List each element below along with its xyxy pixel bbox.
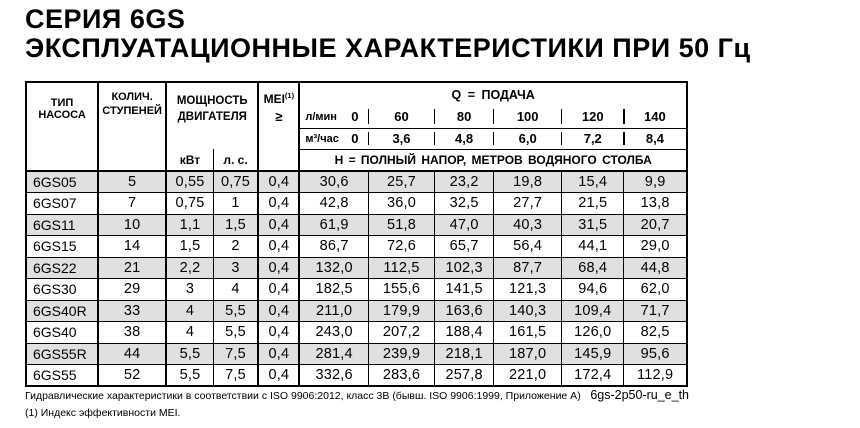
kw-cell: 1,5 [166, 236, 213, 258]
pump-name-cell: 6GS07 [26, 193, 98, 215]
q-value-cell: 86,7 [299, 236, 368, 258]
q-value-cell: 121,3 [494, 279, 562, 301]
stages-cell: 33 [98, 300, 166, 322]
q-m3h-unit: м³/час [305, 132, 339, 145]
q-value-cell: 141,5 [435, 279, 494, 301]
q-value-cell: 9,9 [624, 171, 687, 193]
col-header-pump-type: ТИП НАСОСА [26, 82, 98, 171]
q-value-cell: 23,2 [435, 171, 494, 193]
q-value-cell: 332,6 [299, 365, 368, 387]
q-value-cell: 187,0 [494, 343, 562, 365]
table-row [26, 279, 687, 301]
stages-cell: 10 [98, 214, 166, 236]
q-value-cell: 102,3 [435, 257, 494, 279]
mei-cell: 0,4 [258, 343, 299, 365]
col-header-hp: л. с. [213, 149, 258, 171]
q-m3h-value-2: 4,8 [435, 128, 494, 149]
q-value-cell: 30,6 [299, 171, 368, 193]
q-lmin-unit: л/мин [305, 110, 337, 123]
kw-cell: 0,75 [166, 193, 213, 215]
page-title [25, 5, 751, 63]
mei-cell: 0,4 [258, 193, 299, 215]
motor-power-line2: ДВИГАТЕЛЯ [177, 111, 247, 123]
q-value-cell: 257,8 [435, 365, 494, 387]
q-value-cell: 68,4 [562, 257, 624, 279]
q-value-cell: 72,6 [368, 236, 434, 258]
q-section-header: Q = ПОДАЧА [451, 87, 535, 102]
q-value-cell: 218,1 [435, 343, 494, 365]
mei-cell: 0,4 [258, 171, 299, 193]
stages-cell: 52 [98, 365, 166, 387]
stage-count-line1: КОЛИЧ. [111, 91, 153, 103]
q-value-cell: 112,5 [368, 257, 434, 279]
head-section-header: Н = ПОЛНЫЙ НАПОР, МЕТРОВ ВОДЯНОГО СТОЛБА [299, 149, 687, 171]
q-value-cell: 163,6 [435, 300, 494, 322]
q-value-cell: 20,7 [624, 214, 687, 236]
stages-cell: 7 [98, 193, 166, 215]
q-value-cell: 94,6 [562, 279, 624, 301]
q-lmin-label-cell [299, 106, 368, 128]
q-m3h-label-cell [299, 128, 368, 149]
q-value-cell: 47,0 [435, 214, 494, 236]
q-value-cell: 51,8 [368, 214, 434, 236]
pump-name-cell: 6GS55R [26, 343, 98, 365]
kw-cell: 4 [166, 300, 213, 322]
table-row [26, 171, 687, 193]
q-value-cell: 15,4 [562, 171, 624, 193]
q-value-cell: 56,4 [494, 236, 562, 258]
col-header-mei [258, 82, 299, 171]
hp-cell: 0,75 [213, 171, 258, 193]
table-row [26, 214, 687, 236]
q-value-cell: 112,9 [624, 365, 687, 387]
q-lmin-value-0: 0 [351, 109, 359, 125]
q-value-cell: 87,7 [494, 257, 562, 279]
mei-cell: 0,4 [258, 214, 299, 236]
mei-cell: 0,4 [258, 236, 299, 258]
q-value-cell: 182,5 [299, 279, 368, 301]
hp-cell: 7,5 [213, 343, 258, 365]
q-value-cell: 239,9 [368, 343, 434, 365]
q-value-cell: 36,0 [368, 193, 434, 215]
motor-power-line1: МОЩНОСТЬ [176, 95, 248, 108]
q-value-cell: 61,9 [299, 214, 368, 236]
hp-cell: 1,5 [213, 214, 258, 236]
hp-cell: 5,5 [213, 322, 258, 344]
table-row [26, 300, 687, 322]
q-value-cell: 155,6 [368, 279, 434, 301]
stages-cell: 44 [98, 343, 166, 365]
col-header-motor-power [166, 82, 258, 149]
pump-name-cell: 6GS30 [26, 279, 98, 301]
q-value-cell: 44,1 [562, 236, 624, 258]
stages-cell: 38 [98, 322, 166, 344]
q-value-cell: 211,0 [299, 300, 368, 322]
pump-name-cell: 6GS40R [26, 300, 98, 322]
table-row [26, 236, 687, 258]
kw-cell: 5,5 [166, 343, 213, 365]
q-value-cell: 95,6 [624, 343, 687, 365]
q-value-cell: 161,5 [494, 322, 562, 344]
stages-cell: 14 [98, 236, 166, 258]
page-title-line1: СЕРИЯ 6GS [25, 4, 186, 34]
kw-cell: 2,2 [166, 257, 213, 279]
hp-cell: 7,5 [213, 365, 258, 387]
stages-cell: 21 [98, 257, 166, 279]
pump-name-cell: 6GS22 [26, 257, 98, 279]
q-lmin-value-120: 120 [562, 106, 624, 128]
q-value-cell: 71,7 [624, 300, 687, 322]
document-code: 6gs-2p50-ru_e_th [590, 388, 689, 402]
q-m3h-value-5: 8,4 [624, 128, 687, 149]
mei-cell: 0,4 [258, 300, 299, 322]
q-value-cell: 82,5 [624, 322, 687, 344]
stage-count-line2: СТУПЕНЕЙ [102, 105, 162, 118]
hp-cell: 4 [213, 279, 258, 301]
table-body [26, 171, 687, 386]
q-value-cell: 19,8 [494, 171, 562, 193]
q-value-cell: 40,3 [494, 214, 562, 236]
kw-cell: 4 [166, 322, 213, 344]
table-row [26, 322, 687, 344]
q-m3h-value-1: 3,6 [368, 128, 434, 149]
q-value-cell: 44,8 [624, 257, 687, 279]
q-value-cell: 243,0 [299, 322, 368, 344]
q-m3h-value-4: 7,2 [562, 128, 624, 149]
mei-footnote-marker: (1) [284, 91, 295, 100]
mei-cell: 0,4 [258, 365, 299, 387]
q-value-cell: 140,3 [494, 300, 562, 322]
table-row [26, 365, 687, 387]
q-value-cell: 172,4 [562, 365, 624, 387]
q-value-cell: 29,0 [624, 236, 687, 258]
table-row [26, 193, 687, 215]
q-value-cell: 42,8 [299, 193, 368, 215]
col-header-kw: кВт [166, 149, 213, 171]
hp-cell: 2 [213, 236, 258, 258]
q-value-cell: 132,0 [299, 257, 368, 279]
table-row [26, 257, 687, 279]
q-value-cell: 13,8 [624, 193, 687, 215]
q-value-cell: 62,0 [624, 279, 687, 301]
q-value-cell: 283,6 [368, 365, 434, 387]
page-title-line2: ЭКСПЛУАТАЦИОННЫЕ ХАРАКТЕРИСТИКИ ПРИ 50 Гц [25, 33, 751, 63]
footer-standard-note: Гидравлические характеристики в соответствии с ISO 9906:2012, класс 3В (бывш. ISO 9906:1999, Приложение А) [25, 390, 581, 402]
q-value-cell: 281,4 [299, 343, 368, 365]
q-lmin-value-60: 60 [368, 106, 434, 128]
mei-cell: 0,4 [258, 257, 299, 279]
q-value-cell: 179,9 [368, 300, 434, 322]
hp-cell: 5,5 [213, 300, 258, 322]
q-value-cell: 145,9 [562, 343, 624, 365]
footer-line1 [25, 388, 689, 402]
kw-cell: 5,5 [166, 365, 213, 387]
q-lmin-value-100: 100 [494, 106, 562, 128]
mei-cell: 0,4 [258, 279, 299, 301]
pump-name-cell: 6GS15 [26, 236, 98, 258]
mei-gte-symbol: ≥ [275, 108, 283, 124]
col-header-stage-count [98, 82, 166, 171]
q-value-cell: 25,7 [368, 171, 434, 193]
q-value-cell: 21,5 [562, 193, 624, 215]
footnote-mei: (1) Индекс эффективности MEI. [25, 407, 181, 419]
mei-cell: 0,4 [258, 322, 299, 344]
q-lmin-value-140: 140 [624, 106, 687, 128]
q-m3h-value-0: 0 [351, 131, 359, 146]
hp-cell: 1 [213, 193, 258, 215]
q-value-cell: 32,5 [435, 193, 494, 215]
q-value-cell: 31,5 [562, 214, 624, 236]
table-row [26, 343, 687, 365]
pump-name-cell: 6GS40 [26, 322, 98, 344]
q-value-cell: 109,4 [562, 300, 624, 322]
hp-cell: 3 [213, 257, 258, 279]
q-value-cell: 27,7 [494, 193, 562, 215]
kw-cell: 3 [166, 279, 213, 301]
pump-name-cell: 6GS55 [26, 365, 98, 387]
q-lmin-value-80: 80 [435, 106, 494, 128]
pump-performance-table [25, 81, 688, 387]
q-value-cell: 126,0 [562, 322, 624, 344]
q-value-cell: 65,7 [435, 236, 494, 258]
stages-cell: 29 [98, 279, 166, 301]
stages-cell: 5 [98, 171, 166, 193]
q-value-cell: 188,4 [435, 322, 494, 344]
footer [25, 388, 689, 419]
mei-label: MEI$^{(1)}$ [263, 91, 295, 106]
q-value-cell: 207,2 [368, 322, 434, 344]
pump-name-cell: 6GS05 [26, 171, 98, 193]
kw-cell: 0,55 [166, 171, 213, 193]
q-m3h-value-3: 6,0 [494, 128, 562, 149]
q-value-cell: 221,0 [494, 365, 562, 387]
kw-cell: 1,1 [166, 214, 213, 236]
pump-name-cell: 6GS11 [26, 214, 98, 236]
